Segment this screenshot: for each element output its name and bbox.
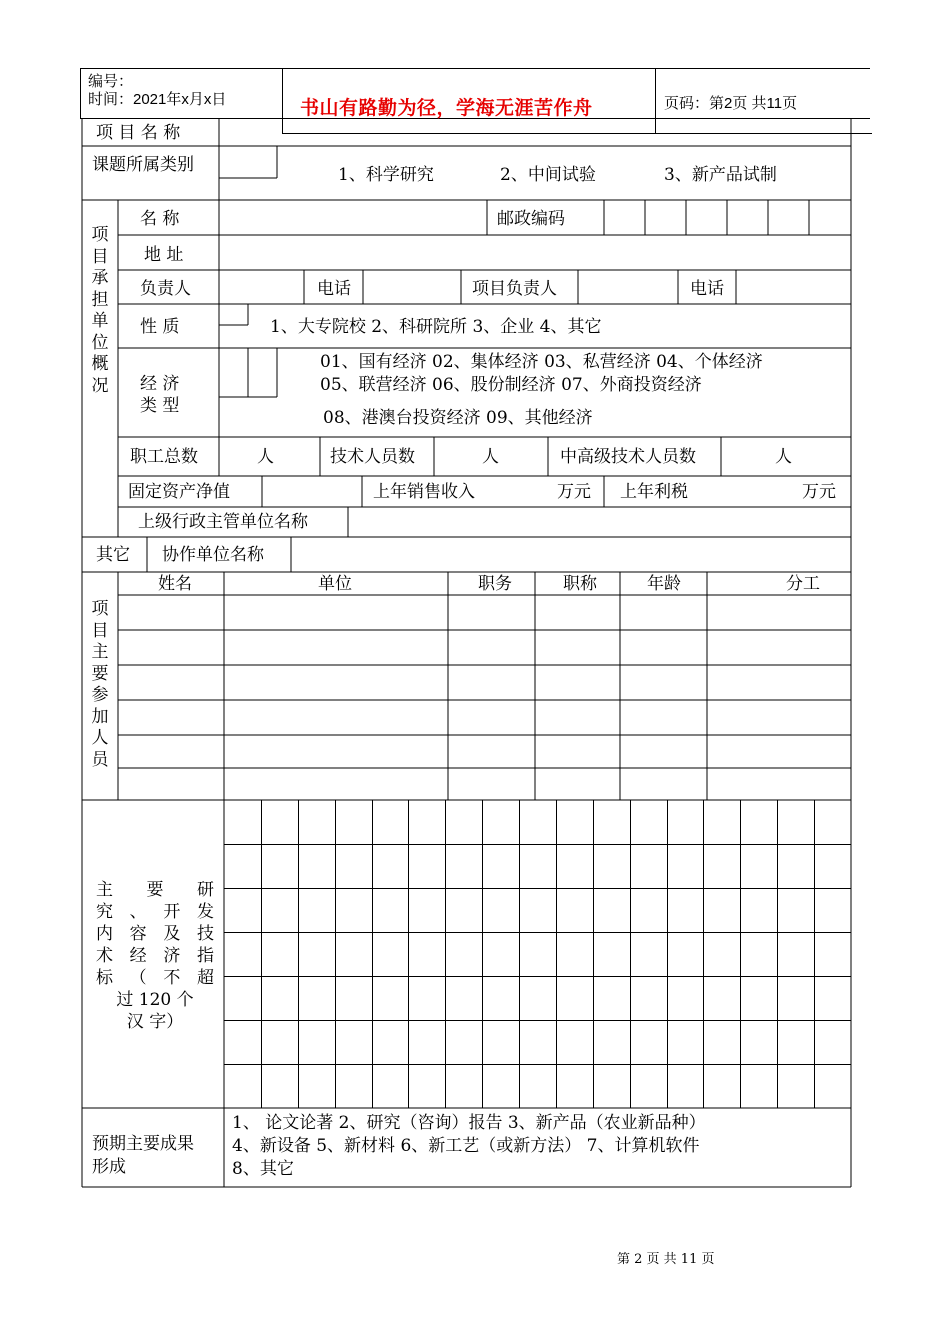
- results-line-3: 8、其它: [232, 1159, 294, 1179]
- leader-label: 负责人: [140, 279, 191, 299]
- last-year-sales-label: 上年销售收入: [373, 482, 475, 502]
- econ-line-3: 08、港澳台投资经济 09、其他经济: [323, 408, 593, 428]
- tech-staff-unit: 人: [482, 447, 499, 467]
- results-label-2: 形成: [92, 1157, 126, 1177]
- content-label-line: 术 经 济 指: [96, 946, 214, 966]
- header-position: 职务: [478, 574, 512, 594]
- project-leader-label: 项目负责人: [472, 279, 557, 299]
- econ-label-1: 经 济: [140, 374, 180, 394]
- serial-label: 编号：: [88, 73, 134, 90]
- nature-label: 性 质: [140, 317, 180, 337]
- content-label-line: 标 （ 不 超: [96, 968, 214, 988]
- content-label: [96, 879, 214, 1033]
- page-label: 页码：第2页 共11页: [664, 95, 798, 112]
- category-label: 课题所属类别: [92, 155, 194, 175]
- results-label-1: 预期主要成果: [92, 1134, 194, 1154]
- coop-unit-label: 协作单位名称: [162, 545, 264, 565]
- senior-tech-label: 中高级技术人员数: [560, 447, 696, 467]
- header-unit: 单位: [318, 574, 352, 594]
- motto: 书山有路勤为径，学海无涯苦作舟: [300, 97, 593, 119]
- phone-label: 电话: [317, 279, 351, 299]
- category-option-1: 1、科学研究: [338, 165, 434, 185]
- header-name: 姓名: [158, 574, 192, 594]
- phone-label-2: 电话: [690, 279, 724, 299]
- senior-tech-unit: 人: [775, 447, 792, 467]
- unit-overview-label: 项目承担单位概况: [91, 225, 109, 396]
- nature-options: 1、大专院校 2、科研院所 3、企业 4、其它: [270, 317, 602, 337]
- results-line-2: 4、新设备 5、新材料 6、新工艺（或新方法） 7、计算机软件: [232, 1136, 700, 1156]
- fixed-assets-label: 固定资产净值: [128, 482, 230, 502]
- header-age: 年龄: [647, 574, 681, 594]
- participants-label: 项目主要参加人员: [91, 599, 109, 770]
- content-label-line: 内 容 及 技: [96, 924, 214, 944]
- results-line-1: 1、 论文论著 2、研究（咨询）报告 3、新产品（农业新品种）: [232, 1113, 706, 1133]
- econ-label-2: 类 型: [140, 396, 180, 416]
- header-division: 分工: [786, 574, 820, 594]
- staff-unit: 人: [257, 447, 274, 467]
- staff-total-label: 职工总数: [130, 447, 198, 467]
- postcode-label: 邮政编码: [497, 209, 565, 229]
- category-option-2: 2、中间试验: [500, 165, 596, 185]
- footer-page-text: 第 2 页 共 11 页: [617, 1252, 715, 1267]
- time-label: 时间：2021年x月x日: [88, 91, 227, 108]
- content-label-line: 究 、 开 发: [96, 902, 214, 922]
- last-year-profit-label: 上年利税: [620, 482, 688, 502]
- address-label: 地 址: [144, 245, 184, 265]
- content-label-line: 过 120 个: [116, 990, 194, 1010]
- content-label-line: 汉 字）: [126, 1012, 184, 1032]
- header-title: 职称: [563, 574, 597, 594]
- category-option-3: 3、新产品试制: [664, 165, 777, 185]
- project-name-label: 项 目 名 称: [96, 123, 181, 143]
- econ-line-1: 01、国有经济 02、集体经济 03、私营经济 04、个体经济: [320, 352, 763, 372]
- sales-unit: 万元: [557, 482, 591, 502]
- tech-staff-label: 技术人员数: [330, 447, 415, 467]
- econ-line-2: 05、联营经济 06、股份制经济 07、外商投资经济: [320, 375, 702, 395]
- superior-unit-label: 上级行政主管单位名称: [138, 512, 308, 532]
- name-label: 名 称: [140, 209, 180, 229]
- profit-unit: 万元: [802, 482, 836, 502]
- other-label: 其它: [96, 545, 130, 565]
- content-label-line: 主 要 研: [96, 880, 214, 900]
